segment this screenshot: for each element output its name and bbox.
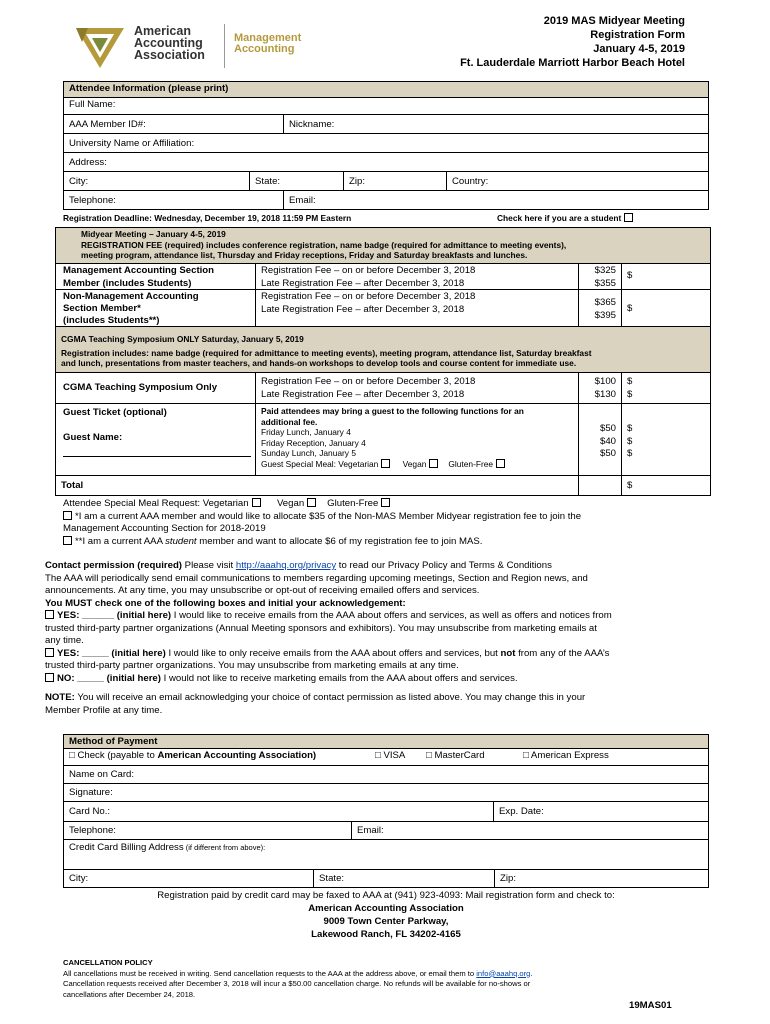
header-venue: Ft. Lauderdale Marriott Harbor Beach Hotel bbox=[460, 57, 685, 69]
telephone-field[interactable]: Telephone: bbox=[63, 190, 284, 210]
yes-aaa-only-checkbox[interactable] bbox=[45, 648, 54, 657]
midyear-desc1: REGISTRATION FEE (required) includes conference registration, name badge (required for admittance to meeting events), bbox=[81, 239, 567, 250]
name-on-card-field[interactable]: Name on Card: bbox=[63, 765, 709, 784]
form-code: 19MAS01 bbox=[629, 1000, 672, 1011]
state-field[interactable]: State: bbox=[249, 171, 344, 191]
gluten-free-checkbox[interactable] bbox=[381, 498, 390, 507]
guest-lunch: Friday Lunch, January 4 bbox=[261, 427, 351, 437]
privacy-link[interactable]: http://aaahq.org/privacy bbox=[235, 560, 337, 571]
visa-option[interactable]: □ VISA bbox=[375, 750, 406, 761]
mas-fee-desc: Registration Fee – on or before December 3, 2018 Late Registration Fee – after December 3, 2018 bbox=[255, 263, 579, 290]
address-field[interactable]: Address: bbox=[63, 152, 709, 172]
non-mas-fee-amount[interactable]: $ bbox=[621, 289, 711, 327]
zip-field[interactable]: Zip: bbox=[343, 171, 447, 191]
mastercard-option[interactable]: □ MasterCard bbox=[426, 750, 485, 761]
billing-city-field[interactable]: City: bbox=[63, 869, 314, 888]
midyear-heading-block bbox=[55, 227, 711, 264]
header-subtitle: Registration Form bbox=[590, 29, 685, 41]
guest-vegan-checkbox[interactable] bbox=[429, 459, 438, 468]
country-field[interactable]: Country: bbox=[446, 171, 709, 191]
non-mas-fee-prices: $365 $395 bbox=[578, 289, 622, 327]
total-label: Total bbox=[55, 475, 579, 496]
guest-reception: Friday Reception, January 4 bbox=[261, 437, 366, 448]
guest-gluten-checkbox[interactable] bbox=[496, 459, 505, 468]
cgma-desc1: Registration includes: name badge (required for admittance to meeting events), meeting program, attendance list, Saturday breakfast bbox=[61, 347, 592, 358]
midyear-heading: Midyear Meeting – January 4-5, 2019 bbox=[81, 229, 226, 239]
cancellation-policy: CANCELLATION POLICY All cancellations must be received in writing. Send cancellation requests to the AAA at the address above, or email them to info@aaahq.org. Cancellation requests received after December 3, 2018 will incur a $50.00 cancellation charge. No refunds will be available for no-shows or cancellations after December 24, 2018. bbox=[63, 958, 533, 999]
logo-section-line2: Accounting bbox=[234, 43, 295, 55]
nickname-field[interactable]: Nickname: bbox=[283, 114, 709, 134]
guest-name-label: Guest Name: bbox=[63, 432, 123, 443]
full-name-field[interactable]: Full Name: bbox=[63, 97, 709, 115]
vegetarian-checkbox[interactable] bbox=[252, 498, 261, 507]
cgma-heading-block bbox=[55, 326, 711, 373]
logo-section-line1: Management bbox=[234, 32, 302, 44]
midyear-desc2: meeting program, attendance list, Thursday and Friday receptions, Friday and Saturday breakfasts and lunches. bbox=[81, 250, 528, 260]
cgma-fee-amount[interactable]: $ $ bbox=[621, 372, 711, 404]
logo-text-line3: Association bbox=[134, 48, 205, 62]
payment-heading: Method of Payment bbox=[63, 734, 709, 749]
info-email-link[interactable]: info@aaahq.org bbox=[476, 968, 531, 978]
special-meal-request: Attendee Special Meal Request: Vegetarian Vegan Gluten-Free *I am a current AAA member and would like to allocate $35 of the Non-MAS Member Midyear registration fee to join the Management Accounting Section for 2018-2019 **I am a current AAA student member and want to allocate $6 of my registration fee to join MAS. bbox=[63, 498, 582, 547]
aaa-logo bbox=[72, 22, 322, 72]
guest-ticket-label: Guest Ticket (optional) bbox=[63, 407, 167, 418]
student-check[interactable]: Check here if you are a student bbox=[497, 213, 636, 224]
cgma-label: CGMA Teaching Symposium Only bbox=[55, 372, 256, 404]
non-mas-label: Non-Management Accounting Section Member* (includes Students**) bbox=[55, 289, 256, 327]
billing-zip-field[interactable]: Zip: bbox=[494, 869, 709, 888]
mas-member-label: Management Accounting Section Member (includes Students) bbox=[55, 263, 256, 290]
payment-methods bbox=[63, 748, 709, 766]
city-field[interactable]: City: bbox=[63, 171, 250, 191]
university-field[interactable]: University Name or Affiliation: bbox=[63, 133, 709, 153]
billing-address-field[interactable]: Credit Card Billing Address (if different from above): bbox=[63, 839, 709, 870]
email-field[interactable]: Email: bbox=[283, 190, 709, 210]
attendee-heading: Attendee Information (please print) bbox=[63, 81, 709, 98]
registration-deadline: Registration Deadline: Wednesday, December 19, 2018 11:59 PM Eastern bbox=[63, 213, 352, 223]
guest-name-line[interactable] bbox=[63, 456, 251, 457]
exp-date-field[interactable]: Exp. Date: bbox=[493, 801, 709, 822]
header-title: 2019 MAS Midyear Meeting bbox=[543, 15, 685, 27]
logo-text-line2: Accounting bbox=[134, 36, 203, 50]
student-allocation-checkbox[interactable] bbox=[63, 536, 72, 545]
guest-prices: $50 $40 $50 bbox=[578, 403, 622, 476]
guest-sunday: Sunday Lunch, January 5 bbox=[261, 448, 356, 458]
payment-email-field[interactable]: Email: bbox=[351, 821, 709, 840]
vegan-checkbox[interactable] bbox=[307, 498, 316, 507]
non-mas-fee-desc: Registration Fee – on or before December 3, 2018 Late Registration Fee – after December 3, 2018 bbox=[255, 289, 579, 327]
guest-amounts[interactable]: $ $ $ bbox=[621, 403, 711, 476]
total-amount[interactable]: $ bbox=[621, 475, 711, 496]
guest-functions: Paid attendees may bring a guest to the following functions for an additional fee. Friday Lunch, January 4 Friday Reception, January 4 Sunday Lunch, January 5 Guest Special Meal: Vegetarian Vegan Gluten-Free bbox=[255, 403, 579, 476]
total-blank bbox=[578, 475, 622, 496]
mas-allocation-checkbox[interactable] bbox=[63, 511, 72, 520]
cgma-heading: CGMA Teaching Symposium ONLY Saturday, January 5, 2019 bbox=[61, 334, 304, 344]
contact-permission: Contact permission (required) Please visit http://aaahq.org/privacy to read our Privacy Policy and Terms & Conditions The AAA will periodically send email communications to members regarding upcoming meetings, Section and Region news, and announcements. At any time, you may unsubscribe or opt-out of receiving emailed offers and services. You MUST check one of the following boxes and initial your acknowledgement: YES: ______ (initial here) I would like to receive emails from the AAA about offers and services, as well as offers and notices from trusted third-party partner organizations (Annual Meeting sponsors and exhibitors). You may unsubscribe from marketing emails at any time. YES: _____ (initial here) I would like to only receive emails from the AAA about offers and services, but not from any of the AAA’s trusted third-party partner organizations. You may unsubscribe from marketing emails at any time. NO: _____ (initial here) I would not like to receive marketing emails from the AAA about offers and services. NOTE: You will receive an email acknowledging your choice of contact permission as listed above. You may change this in your Member Profile at any time. bbox=[45, 560, 612, 716]
logo-text-line1: American bbox=[134, 24, 191, 38]
aaa-emblem-icon bbox=[74, 24, 126, 70]
signature-field[interactable]: Signature: bbox=[63, 783, 709, 802]
cgma-fee-prices: $100 $130 bbox=[578, 372, 622, 404]
mas-fee-amount[interactable]: $ bbox=[621, 263, 711, 290]
billing-state-field[interactable]: State: bbox=[313, 869, 495, 888]
no-emails-checkbox[interactable] bbox=[45, 673, 54, 682]
yes-all-checkbox[interactable] bbox=[45, 610, 54, 619]
guest-label-cell bbox=[55, 403, 256, 476]
header-dates: January 4-5, 2019 bbox=[593, 43, 685, 55]
mailing-info: Registration paid by credit card may be faxed to AAA at (941) 923-4093: Mail registration form and check to: American Accounting Association 9009 Town Center Parkway, Lakewood Ranch, FL 34202-4165 bbox=[157, 890, 615, 940]
cgma-desc2: and lunch, presentations from master teachers, and hands-on workshops to develop tools and course content for immediate use. bbox=[61, 358, 577, 368]
guest-vegetarian-checkbox[interactable] bbox=[381, 459, 390, 468]
cgma-fee-desc: Registration Fee – on or before December 3, 2018 Late Registration Fee – after December 3, 2018 bbox=[255, 372, 579, 404]
amex-option[interactable]: □ American Express bbox=[523, 750, 609, 761]
guest-meal-options: Guest Special Meal: Vegetarian Vegan Gluten-Free bbox=[261, 459, 573, 470]
member-id-field[interactable]: AAA Member ID#: bbox=[63, 114, 284, 134]
card-number-field[interactable]: Card No.: bbox=[63, 801, 494, 822]
mas-fee-prices: $325 $355 bbox=[578, 263, 622, 290]
form-header bbox=[460, 14, 685, 70]
student-checkbox[interactable] bbox=[624, 213, 633, 222]
check-option[interactable]: □ Check (payable to American Accounting Association) bbox=[69, 750, 317, 761]
payment-telephone-field[interactable]: Telephone: bbox=[63, 821, 352, 840]
